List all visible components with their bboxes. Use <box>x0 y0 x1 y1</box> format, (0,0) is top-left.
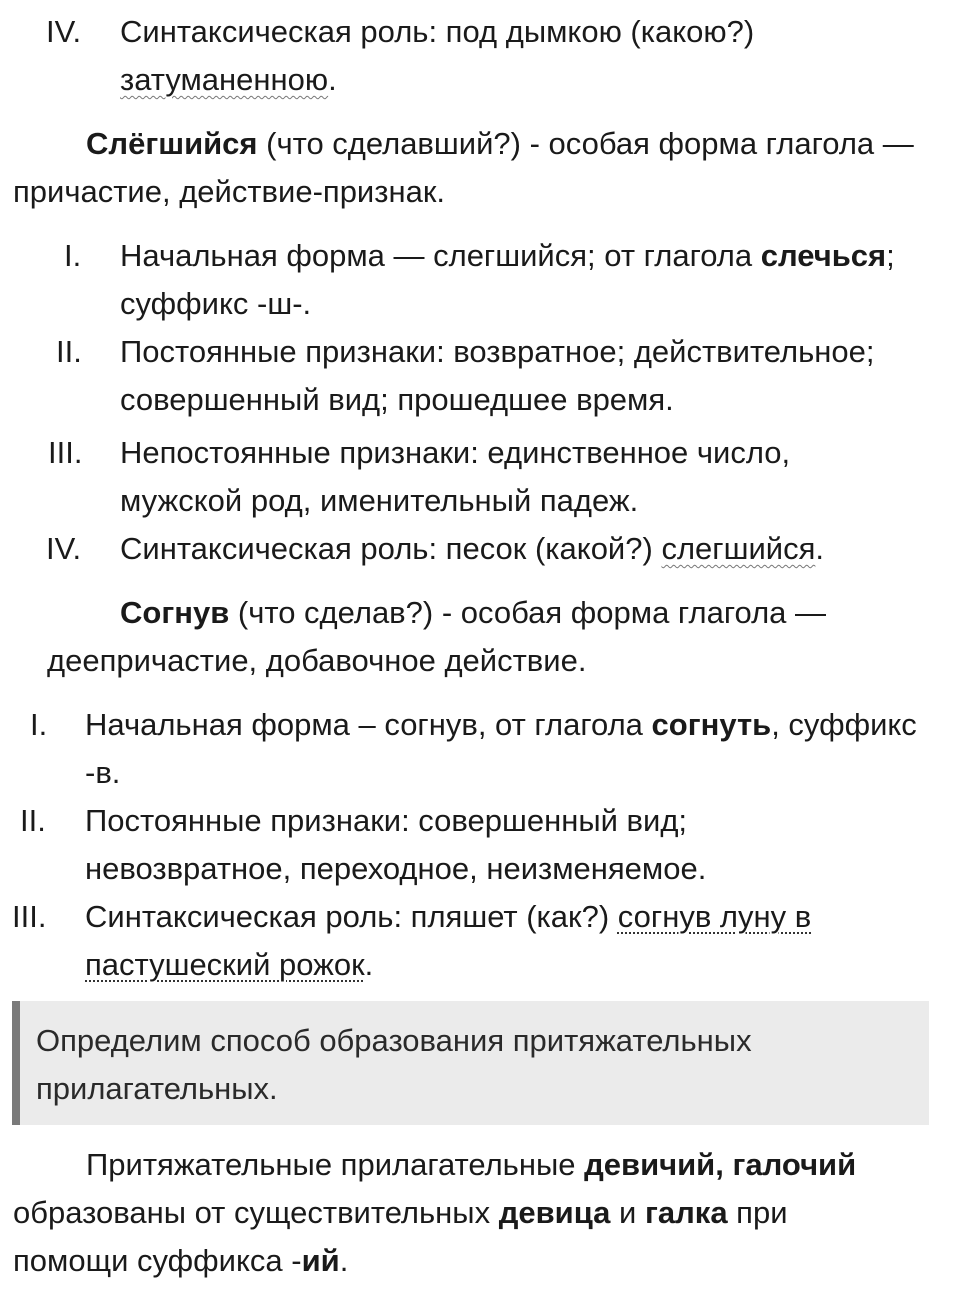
list-number: IV. <box>46 14 82 49</box>
list-item-text: Начальная форма — слегшийся; от глагола слечься; <box>120 238 895 273</box>
list-item-text: мужской род, именительный падеж. <box>120 483 639 518</box>
bold-term: Согнув <box>120 595 230 630</box>
callout-line: Определим способ образования притяжательных <box>36 1023 752 1058</box>
paragraph-line: деепричастие, добавочное действие. <box>47 643 587 678</box>
list-item-text: Непостоянные признаки: единственное число, <box>120 435 791 470</box>
list-item-text: невозвратное, переходное, неизменяемое. <box>85 851 707 886</box>
paragraph-line: Слёгшийся (что сделавший?) - особая форма глагола — <box>86 126 914 161</box>
paragraph-line: образованы от существительных девица и галка при <box>13 1195 788 1230</box>
list-number: I. <box>64 238 82 273</box>
linked-phrase: пастушеский рожок <box>85 947 365 982</box>
list-item-text: пастушеский рожок. <box>85 947 374 982</box>
list-number: IV. <box>46 531 82 566</box>
paragraph-line: Притяжательные прилагательные девичий, галочий <box>86 1147 857 1182</box>
list-number: III. <box>48 435 83 470</box>
bold-term: Слёгшийся <box>86 126 258 161</box>
list-number: I. <box>30 707 48 742</box>
list-item-text: Постоянные признаки: возвратное; действительное; <box>120 334 875 369</box>
list-item-text: -в. <box>85 755 121 790</box>
list-number: II. <box>20 803 46 838</box>
paragraph-line: Согнув (что сделав?) - особая форма глагола — <box>120 595 827 630</box>
paragraph-line: причастие, действие-признак. <box>13 174 446 209</box>
list-number: II. <box>56 334 82 369</box>
list-item-text: суффикс -ш-. <box>120 286 312 321</box>
list-item-text: Синтаксическая роль: под дымкою (какою?) <box>120 14 755 49</box>
callout-line: прилагательных. <box>36 1071 278 1106</box>
list-item-text: Постоянные признаки: совершенный вид; <box>85 803 688 838</box>
linked-word: затуманенною <box>120 62 329 97</box>
list-item-text: Синтаксическая роль: пляшет (как?) согнув луну в <box>85 899 812 934</box>
callout-box <box>12 1001 929 1125</box>
list-item-text: Синтаксическая роль: песок (какой?) слегшийся. <box>120 531 824 566</box>
linked-word: слегшийся <box>661 531 816 566</box>
list-item-text: совершенный вид; прошедшее время. <box>120 382 674 417</box>
list-item-text: затуманенною. <box>120 62 337 97</box>
list-number: III. <box>12 899 47 934</box>
paragraph-line: помощи суффикса -ий. <box>13 1243 349 1278</box>
list-item-text: Начальная форма – согнув, от глагола согнуть, суффикс <box>85 707 917 742</box>
linked-phrase: согнув луну в <box>617 899 812 934</box>
